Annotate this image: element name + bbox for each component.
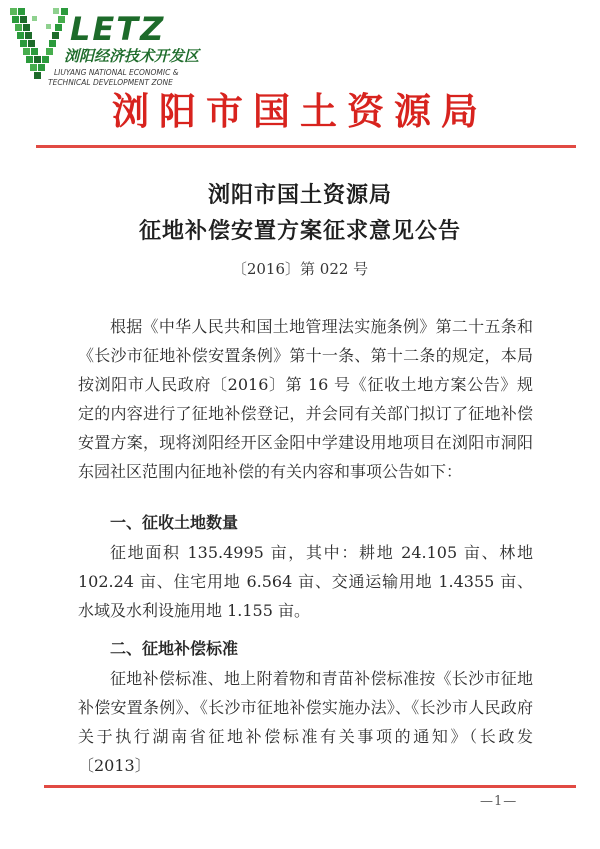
doc-number: 〔2016〕第 022 号 [231, 260, 369, 278]
page-number: —1— [480, 794, 518, 809]
logo-en-line2: TECHNICAL DEVELOPMENT ZONE [48, 78, 173, 87]
logo-cn-name: 浏阳经济技术开发区 [64, 47, 200, 65]
section-heading-compensation: 二、征地补偿标准 [110, 639, 239, 658]
logo-en-line1: LIUYANG NATIONAL ECONOMIC & [54, 68, 179, 77]
letz-logo [8, 6, 223, 88]
agency-header: 浏阳市国土资源局 [112, 89, 488, 133]
doc-title-line2: 征地补偿安置方案征求意见公告 [138, 218, 461, 244]
footer-rule [44, 785, 576, 788]
paragraph-land-quantity: 征地面积 135.4995 亩，其中：耕地 24.105 亩、林地 102.24 亩、住宅用地 6.564 亩、交通运输用地 1.4355 亩、水域及水利设施用地 1.155 亩。 [78, 543, 533, 620]
doc-title-line1: 浏阳市国土资源局 [207, 182, 392, 208]
paragraph-compensation: 征地补偿标准、地上附着物和青苗补偿标准按《长沙市征地补偿安置条例》、《长沙市征地补偿实施办法》、《长沙市人民政府关于执行湖南省征地补偿标准有关事项的通知》（长政发〔2013〕 [78, 669, 533, 775]
header-rule [36, 145, 576, 148]
logo-mark-text: LETZ [70, 10, 166, 48]
section-heading-land-quantity: 一、征收土地数量 [110, 513, 239, 532]
paragraph-intro: 根据《中华人民共和国土地管理法实施条例》第二十五条和《长沙市征地补偿安置条例》第十一条、第十二条的规定，本局按浏阳市人民政府〔2016〕第 16 号《征收土地方案公告》规定的内容进行了征地补偿登记，并会同有关部门拟订了征地补偿安置方案，现将浏阳经开区金阳中学建设用地项目在浏阳市洞阳东园社区范围内征地补偿的有关内容和事项公告如下： [78, 317, 533, 481]
logo-graphic [8, 6, 223, 88]
